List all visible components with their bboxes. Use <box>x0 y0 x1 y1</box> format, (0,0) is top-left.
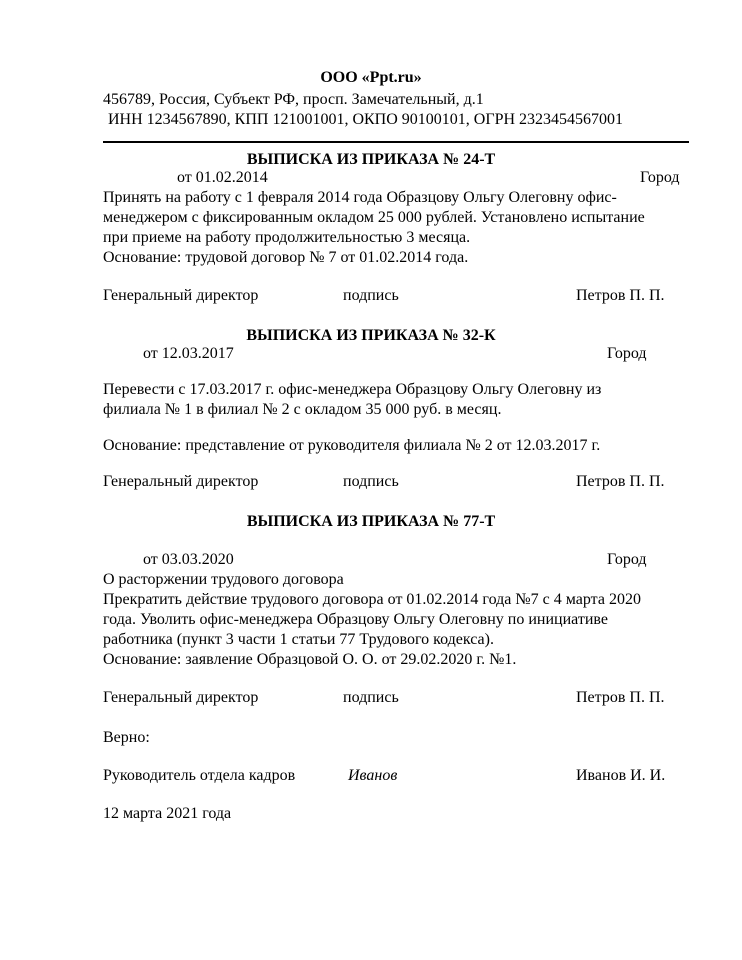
document-date: 12 марта 2021 года <box>103 805 232 822</box>
order-body-line: менеджером с фиксированным окладом 25 000 рублей. Установлено испытание <box>103 209 645 226</box>
hr-head-signature: Иванов <box>348 767 398 784</box>
order-title: ВЫПИСКА ИЗ ПРИКАЗА № 77-Т <box>246 513 496 530</box>
order-date: от 01.02.2014 <box>177 169 268 186</box>
order-city: Город <box>640 169 680 186</box>
sign-position: Генеральный директор <box>103 689 259 706</box>
order-body-line: Перевести с 17.03.2017 г. офис-менеджера Образцову Ольгу Олеговну из <box>103 381 602 398</box>
order-body-line: Принять на работу с 1 февраля 2014 года Образцову Ольгу Олеговну офис- <box>103 189 617 206</box>
order-body-line: филиала № 1 в филиал № 2 с окладом 35 000 руб. в месяц. <box>103 401 502 418</box>
company-name: ООО «Ppt.ru» <box>320 69 422 86</box>
order-title: ВЫПИСКА ИЗ ПРИКАЗА № 32-К <box>246 327 496 344</box>
sign-position: Генеральный директор <box>103 473 259 490</box>
header-divider <box>103 141 689 143</box>
company-requisites: ИНН 1234567890, КПП 121001001, ОКПО 90100101, ОГРН 2323454567001 <box>108 111 624 128</box>
order-date: от 03.03.2020 <box>143 551 234 568</box>
sign-label: подпись <box>343 689 399 706</box>
order-basis: Основание: представление от руководителя филиала № 2 от 12.03.2017 г. <box>103 437 601 454</box>
order-body-line: при приеме на работу продолжительностью 3 месяца. <box>103 229 471 246</box>
order-body-line: года. Уволить офис-менеджера Образцову Ольгу Олеговну по инициативе <box>103 611 608 628</box>
company-address: 456789, Россия, Субъект РФ, просп. Замечательный, д.1 <box>103 91 484 108</box>
sign-name: Петров П. П. <box>576 287 665 304</box>
sign-position: Генеральный директор <box>103 287 259 304</box>
order-body-line: работника (пункт 3 части 1 статьи 77 Трудового кодекса). <box>103 631 494 648</box>
sign-name: Петров П. П. <box>576 689 665 706</box>
sign-label: подпись <box>343 473 399 490</box>
order-body-line: Прекратить действие трудового договора от 01.02.2014 года №7 с 4 марта 2020 <box>103 591 641 608</box>
order-city: Город <box>607 551 647 568</box>
order-title: ВЫПИСКА ИЗ ПРИКАЗА № 24-Т <box>246 151 496 168</box>
order-city: Город <box>607 345 647 362</box>
hr-head-name: Иванов И. И. <box>576 767 666 784</box>
order-basis: Основание: трудовой договор № 7 от 01.02.2014 года. <box>103 249 469 266</box>
order-basis: Основание: заявление Образцовой О. О. от 29.02.2020 г. №1. <box>103 651 517 668</box>
order-subject: О расторжении трудового договора <box>103 571 344 588</box>
verified-label: Верно: <box>103 729 150 746</box>
order-date: от 12.03.2017 <box>143 345 234 362</box>
sign-label: подпись <box>343 287 399 304</box>
sign-name: Петров П. П. <box>576 473 665 490</box>
hr-head-position: Руководитель отдела кадров <box>103 767 296 784</box>
